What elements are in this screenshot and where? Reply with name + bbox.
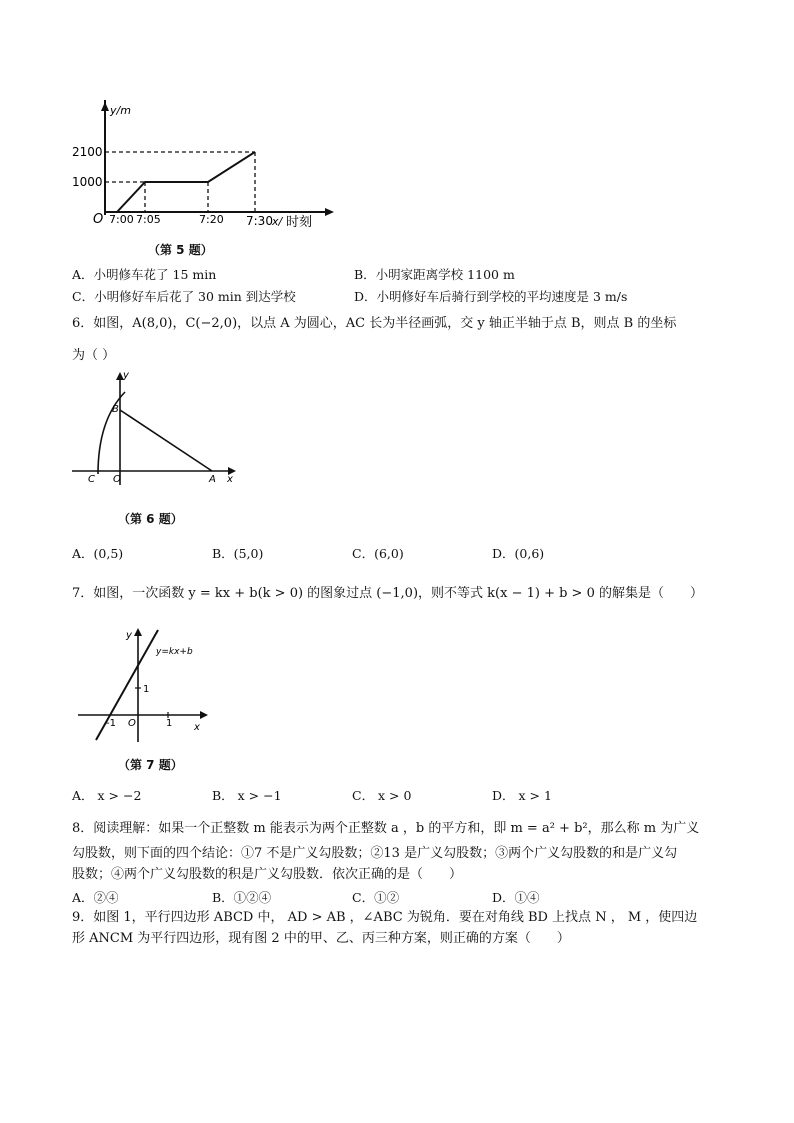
q6-segment-ab: [120, 410, 212, 471]
q5-option-c: C．小明修好车后花了 30 min 到达学校: [72, 289, 296, 304]
q8-stem-line1: 8．阅读理解：如果一个正整数 m 能表示为两个正整数 a ，b 的平方和，即 m = a² + b²，那么称 m 为广义: [72, 821, 700, 836]
q5-x-label: x/: [272, 215, 283, 228]
q8-option-c: C．①②: [352, 890, 400, 905]
q5-x-tick: 7:00: [109, 213, 134, 226]
q5-option-d: D．小明修好车后骑行到学校的平均速度是 3 m/s: [354, 289, 628, 304]
q6-label-y: y: [123, 370, 129, 381]
q9-stem-line1: 9．如图 1，平行四边形 ABCD 中， AD > AB ，∠ABC 为锐角．要在对角线 BD 上找点 N ， M ，使四边: [72, 910, 698, 925]
q9-stem-line2: 形 ANCM 为平行四边形，现有图 2 中的甲、乙、丙三种方案，则正确的方案（ ）: [72, 931, 570, 946]
q6-label-c: C: [88, 474, 95, 485]
q6-label-a: A: [209, 474, 216, 485]
q7-option-a: A． x > −2: [72, 788, 142, 803]
q6-option-b: B．(5,0): [212, 546, 264, 561]
q6-stem-line1: 6．如图，A(8,0)，C(−2,0)，以点 A 为圆心，AC 长为半径画弧，交 y 轴正半轴于点 B，则点 B 的坐标: [72, 316, 677, 331]
q7-linear-function-figure: [76, 624, 216, 744]
q6-option-d: D．(0,6): [492, 546, 545, 561]
q8-option-a: A．②④: [72, 890, 119, 905]
q5-x-tick: 7:05: [136, 213, 161, 226]
q5-x-arrow: [325, 208, 334, 216]
q5-x-tick: 7:20: [199, 213, 224, 226]
q7-stem-line1: 7．如图，一次函数 y = kx + b(k > 0) 的图象过点 (−1,0)，则不等式 k(x − 1) + b > 0 的解集是（ ）: [72, 586, 703, 601]
q6-option-c: C．(6,0): [352, 546, 404, 561]
q6-label-x: x: [227, 474, 233, 485]
q5-x-tick: 7:30: [246, 214, 273, 228]
q5-caption: （第 5 题）: [148, 243, 213, 257]
q5-distance-time-graph: [60, 100, 350, 260]
q7-label-tick-neg1: -1: [106, 718, 116, 729]
q5-x-suffix: 时刻: [286, 215, 313, 230]
q5-y-arrow: [101, 102, 109, 111]
q5-y-tick: 2100: [72, 145, 103, 159]
q5-y-tick: 1000: [72, 175, 103, 189]
q7-label-tick-y1: 1: [143, 684, 150, 695]
q5-origin: O: [93, 212, 104, 227]
q7-label-o: O: [128, 718, 136, 729]
q6-caption: （第 6 题）: [118, 512, 183, 526]
q7-label-x: x: [194, 722, 200, 733]
q7-option-d: D． x > 1: [492, 788, 552, 803]
q6-arc-figure: [70, 370, 240, 490]
q7-label-function: y=kx+b: [156, 647, 193, 657]
q7-caption: （第 7 题）: [118, 758, 183, 772]
q7-label-y: y: [126, 630, 132, 641]
q5-option-b: B．小明家距离学校 1100 m: [354, 267, 515, 282]
q6-option-a: A．(0,5): [72, 546, 124, 561]
q6-label-o: O: [113, 474, 121, 485]
q6-label-b: B: [112, 404, 119, 415]
q5-y-label: y/m: [110, 104, 131, 117]
q8-option-d: D．①④: [492, 890, 540, 905]
q7-option-c: C． x > 0: [352, 788, 412, 803]
q5-option-a: A．小明修车花了 15 min: [72, 267, 217, 282]
q8-stem-line2: 勾股数，则下面的四个结论：①7 不是广义勾股数；②13 是广义勾股数；③两个广义勾股数的和是广义勾: [72, 846, 678, 861]
q6-stem-line2: 为（ ）: [72, 348, 116, 363]
q8-option-b: B．①②④: [212, 890, 272, 905]
q8-stem-line3: 股数；④两个广义勾股数的积是广义勾股数．依次正确的是（ ）: [72, 867, 463, 882]
q7-option-b: B． x > −1: [212, 788, 282, 803]
q5-graph-line: [117, 152, 255, 212]
q7-label-tick-x1: 1: [166, 718, 173, 729]
